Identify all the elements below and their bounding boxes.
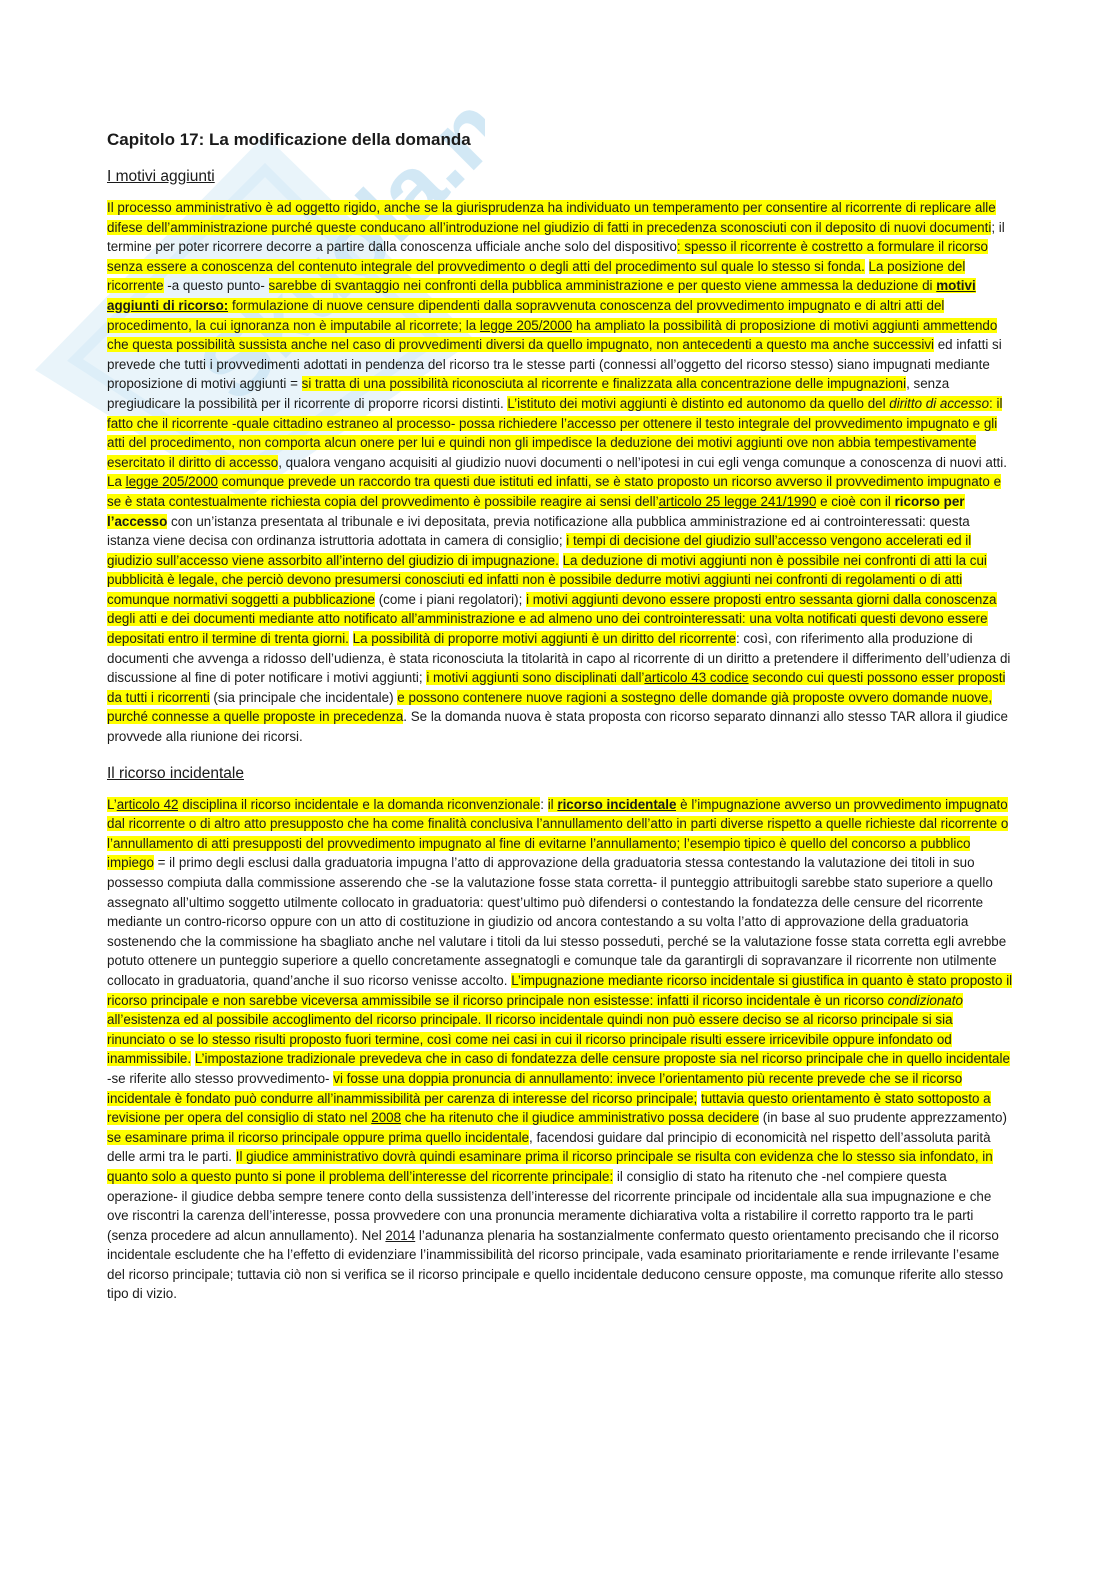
paragraph-text: ; il termine per poter ricorrere decorre a partire dalla conoscenza ufficiale anche solo del dispositivo <box>107 219 1005 255</box>
highlighted-text: L’istituto dei motivi aggiunti è distinto ed autonomo da quello del <box>507 395 890 411</box>
paragraph-text: : così, con riferimento alla produzione di documenti che avvenga a ridosso dell’udienza, è stata riconosciuta la titolarità in capo al ricorrente di un diritto a pretendere il differimento dell’udienza di discussione al fine di poter notificare i motivi aggiunti; <box>107 631 1011 686</box>
section-heading: I motivi aggiunti <box>107 168 215 185</box>
highlighted-text: La <box>107 474 126 490</box>
highlighted-text: La possibilità di proporre motivi aggiunti è un diritto del ricorrente <box>352 631 736 647</box>
highlighted-text: ricorso per l’accesso <box>107 493 965 529</box>
highlighted-text: disciplina il ricorso incidentale e la domanda riconvenzionale <box>178 796 541 812</box>
page-title: Capitolo 17: La modificazione della domanda <box>107 130 471 149</box>
highlighted-text: vi fosse una doppia pronuncia di annullamento: invece l’orientamento più recente prevede che se il ricorso incidentale è fondato può condurre all’inammissibilità per carenza di interesse del ricorso principale; <box>107 1070 963 1106</box>
highlighted-text: La posizione del ricorrente <box>107 258 966 294</box>
paragraph-text: , senza pregiudicare la possibilità per il ricorrente di proporre ricorsi distinti. <box>107 376 950 411</box>
paragraph-text: l’adunanza plenaria ha sostanzialmente confermato questo orientamento precisando che il ricorso incidentale escludente che ha l’effetto di evidenziare l’inammissibilità del ricorso principale, vada esaminato prioritariamente e rende irrilevante l’esame del ricorso principale; tuttavia ciò non si verifica se il ricorso principale e quello incidentale deducono censure opposte, ma comunque riferite allo stesso tipo di vizio. <box>107 1227 1004 1302</box>
highlighted-text: i motivi aggiunti devono essere proposti entro sessanta giorni dalla conoscenza degli atti e dei documenti mediante atto notificato all’amministrazione e ad almeno uno dei controinteressati: una volta notificati questi devono essere depositati entro il termine di trenta giorni. <box>107 591 997 647</box>
highlighted-text: L’impugnazione mediante ricorso incidentale si giustifica in quanto è stato proposto il ricorso principale e non sarebbe viceversa ammissibile se il ricorso principale non esistesse: infatti il ricorso incidentale è un ricorso <box>107 972 1013 1008</box>
highlighted-text: motivi aggiunti di ricorso: <box>107 278 976 313</box>
highlighted-text: comunque prevede un raccordo tra questi due istituti ed infatti, se è stato proposto un ricorso avverso il provvedimento impugnato e se è stata contestualmente richiesta copia del provvedimento è possibile reagire ai sensi dell’ <box>107 474 1002 509</box>
paragraph-text: ed infatti si prevede che tutti i provvedimenti adottati in pendenza del ricorso tra le stesse parti (connessi all’oggetto del ricorso stesso) siano impugnati mediante proposizione di motivi aggiunti = <box>107 337 1002 392</box>
highlighted-text: legge 205/2000 <box>479 317 573 333</box>
paragraph-text: . Se la domanda nuova è stata proposta con ricorso separato dinnanzi allo stesso TAR allora il giudice provvede alla riunione dei ricorsi. <box>107 709 1008 745</box>
highlighted-text: è l’impugnazione avverso un provvedimento impugnato dal ricorrente o di altro atto presupposto che ha come finalità conclusiva l’annullamento dell’atto in parti diverse rispetto a quelle richieste dal ricorrente o l’annullamento di atti presupposti del provvedimento impugnato al fine di evitarne l’annullamento; l’esempio tipico è quello del concorso a pubblico impiego <box>107 796 1009 871</box>
paragraph-text: (come i piani regolatori); <box>374 591 527 607</box>
section-paragraph <box>107 795 1013 1304</box>
highlighted-text: secondo cui questi possono esser proposti da tutti i ricorrenti <box>107 670 1006 705</box>
highlighted-text: ha ampliato la possibilità di proposizione di motivi aggiunti ammettendo che questa possibilità sussista anche nel caso di provvedimenti diversi da quello impugnato, non antecedenti a questo ma anche successivi <box>107 317 998 353</box>
section-paragraph <box>107 198 1013 747</box>
paragraph-text: (sia principale che incidentale) <box>209 689 398 705</box>
highlighted-text: articolo 43 codice <box>644 670 749 686</box>
highlighted-text: : il fatto che il ricorrente -quale cittadino estraneo al processo- possa richiedere l’accesso per ottenere il testo integrale del provvedimento impugnato e gli atti del procedimento, non comporta alcun onere per lui e quindi non gli impedisce la deduzione dei motivi aggiunti ove non abbia tempestivamente esercitato il diritto di accesso <box>107 395 1003 470</box>
highlighted-text: articolo 42 <box>116 796 179 812</box>
paragraph-text <box>559 553 563 568</box>
paragraph-text: , qualora vengano acquisiti al giudizio nuovi documenti o nell’ipotesi in cui egli venga comunque a conoscenza di nuovi atti. <box>278 454 1007 470</box>
highlighted-text: legge 205/2000 <box>125 474 218 490</box>
highlighted-text: tuttavia questo orientamento è stato sottoposto a revisione per opera del consiglio di stato nel <box>107 1090 991 1126</box>
paragraph-text: 2014 <box>385 1227 416 1243</box>
paragraph-text: il consiglio di stato ha ritenuto che -nel compiere questa operazione- il giudice debba sempre tenere conto della sussistenza dell’interesse del ricorrente principale od incidentale alla sua impugnazione e che ove riscontri la carenza dell’interesse, possa provvedere con una pronuncia meramente dichiarativa volta a ristabilire il corretto rapporto tra le parti (senza procedere ad alcun annullamento). Nel <box>107 1168 992 1243</box>
highlighted-text: si tratta di una possibilità riconosciuta al ricorrente e finalizzata alla concentrazione delle impugnazioni <box>301 376 907 392</box>
highlighted-text: articolo 25 legge 241/1990 <box>658 493 817 509</box>
document-body <box>107 168 1013 1304</box>
highlighted-text: il <box>547 796 558 812</box>
highlighted-text: L’impostazione tradizionale prevedeva che in caso di fondatezza delle censure proposte sia nel ricorso principale che in quello incidentale <box>194 1051 1010 1067</box>
highlighted-text: i motivi aggiunti sono disciplinati dall’ <box>426 670 645 686</box>
highlighted-text: : spesso il ricorrente è costretto a formulare il ricorso senza essere a conoscenza del contenuto integrale del provvedimento o degli atti del procedimento sul quale lo stesso si fonda. <box>107 239 988 274</box>
section-heading: Il ricorso incidentale <box>107 764 244 782</box>
highlighted-text: i tempi di decisione del giudizio sull’accesso vengono accelerati ed il giudizio sull’accesso viene assorbito all’interno del giudizio di impugnazione. <box>107 533 972 568</box>
paragraph-text: -a questo punto- <box>163 278 269 294</box>
paragraph-text: -se riferite allo stesso provvedimento- <box>107 1070 334 1086</box>
paragraph-text: = il primo degli esclusi dalla graduatoria impugna l’atto di approvazione della graduatoria stessa contestando la valutazione dei titoli in suo possesso compiuta dalla commissione asserendo che -se la valutazione fosse stata corretta- il punteggio attribuitogli sarebbe stato superiore a quello assegnato all’ultimo soggetto utilmente collocato in graduatoria: quest’ultimo può difendersi o contestando la fondatezza delle censure del ricorrente mediante un contro-ricorso oppure con un atto di costituzione in giudizio od ancora contestando a su volta l’atto di approvazione della graduatoria sostenendo che la commissione ha sbagliato anche nel valutare i titoli da lui stesso posseduti, perché se la valutazione fosse stata corretta egli avrebbe potuto ottenere un punteggio superiore a quello concretamente assegnatogli e comunque tale da garantirgli di sopravanzare il ricorrente non utilmente collocato in graduatoria, quand’anche il suo ricorso venisse accolto. <box>107 855 1007 988</box>
highlighted-text: se esaminare prima il ricorso principale oppure prima quello incidentale <box>107 1129 530 1145</box>
paragraph-text: con un’istanza presentata al tribunale e ivi depositata, previa notificazione alla pubblica amministrazione ed ai controinteressati: questa istanza viene decisa con ordinanza istruttoria adottata in camera di consiglio; <box>107 513 970 549</box>
highlighted-text: ricorso incidentale <box>557 796 677 812</box>
highlighted-text: 2008 <box>371 1110 402 1126</box>
highlighted-text: all’esistenza ed al possibile accoglimento del ricorso principale. Il ricorso incidentale quindi non può essere deciso se al ricorso principale si sia rinunciato o se lo stesso risulti proposto fuori termine, così come nei casi in cui il ricorso principale risulti essere irricevibile oppure infondato od inammissibile. <box>107 1012 953 1067</box>
document-page <box>107 130 1013 1322</box>
highlighted-text: diritto di accesso <box>889 395 990 411</box>
highlighted-text: Il processo amministrativo è ad oggetto rigido, anche se la giurisprudenza ha individuato un temperamento per consentire al ricorrente di replicare alle difese dell’amministrazione purché queste conducano all’introduzione nel giudizio di fatti in precedenza sconosciuti con il deposito di nuovi documenti <box>107 200 996 235</box>
highlighted-text: La deduzione di motivi aggiunti non è possibile nei confronti di atti la cui pubblicità è legale, che perciò devono presumersi conosciuti ed infatti non è possibile dedurre motivi aggiunti nei confronti di regolamenti o di atti comunque normativi soggetti a pubblicazione <box>107 552 987 607</box>
highlighted-text: e possono contenere nuove ragioni a sostegno delle domande già proposte ovvero domande nuove, purché connesse a quelle proposte in precedenza <box>107 689 993 725</box>
paragraph-text: , facendosi guidare dal principio di economicità nel rispetto dell’assoluta parità delle armi tra le parti. <box>107 1129 991 1165</box>
highlighted-text: che ha ritenuto che il giudice amministrativo possa decidere <box>401 1110 760 1126</box>
paragraph-text <box>865 259 869 274</box>
highlighted-text: formulazione di nuove censure dipendenti dalla sopravvenuta conoscenza del provvedimento impugnato e di altri atti del procedimento, la cui ignoranza non è imputabile al ricorrete; la <box>107 297 945 333</box>
paragraph-text: (in base al suo prudente apprezzamento) <box>759 1110 1007 1126</box>
highlighted-text: condizionato <box>887 992 963 1008</box>
highlighted-text: L’ <box>107 796 117 812</box>
highlighted-text: Il giudice amministrativo dovrà quindi esaminare prima il ricorso principale se risulta con evidenza che lo stesso sia infondato, in quanto solo a questo punto si pone il problema dell’interesse del ricorrente principale: <box>107 1149 993 1184</box>
paragraph-text: : <box>540 796 548 812</box>
highlighted-text: sarebbe di svantaggio nei confronti della pubblica amministrazione e per questo viene ammessa la deduzione di <box>268 278 937 294</box>
highlighted-text: e cioè con il <box>816 493 895 509</box>
